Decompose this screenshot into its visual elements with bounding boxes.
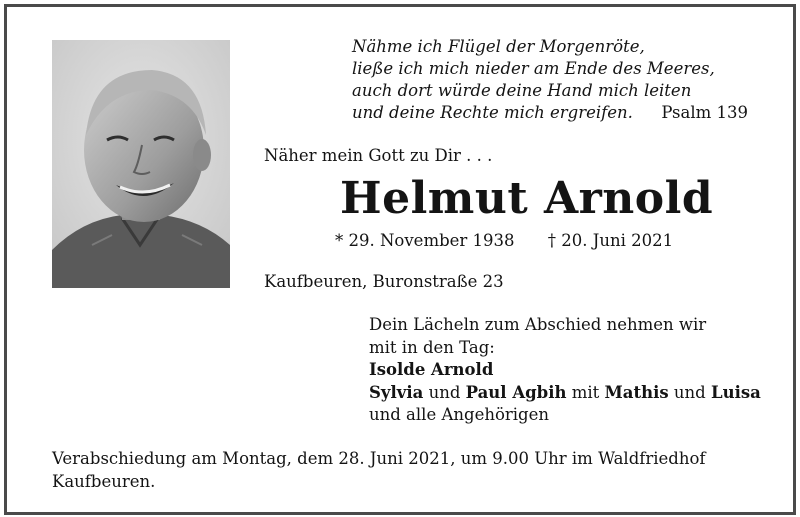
death-symbol: † bbox=[547, 231, 557, 250]
verse-source: Psalm 139 bbox=[661, 103, 748, 122]
mourner-name: Mathis bbox=[604, 382, 669, 402]
bible-verse bbox=[352, 36, 752, 124]
mourners-block bbox=[369, 314, 761, 427]
verse-line: und deine Rechte mich ergreifen. bbox=[352, 103, 633, 122]
death-date: 20. Juni 2021 bbox=[561, 231, 674, 250]
mourner-name: Sylvia bbox=[369, 382, 424, 402]
verse-line: Nähme ich Flügel der Morgenröte, bbox=[352, 37, 645, 56]
family-intro: mit in den Tag: bbox=[369, 337, 495, 357]
born-symbol: * bbox=[335, 231, 344, 250]
life-dates bbox=[335, 231, 673, 250]
address: Kaufbeuren, Buronstraße 23 bbox=[264, 272, 504, 291]
conjunction: und bbox=[428, 382, 461, 402]
family-closing: und alle Angehörigen bbox=[369, 405, 550, 424]
mourner-name: Paul Agbih bbox=[465, 382, 567, 402]
portrait-photo bbox=[52, 40, 230, 288]
motto: Näher mein Gott zu Dir . . . bbox=[264, 146, 493, 165]
mourners-row bbox=[369, 382, 761, 405]
birth-date: 29. November 1938 bbox=[348, 231, 515, 250]
farewell-info: Verabschiedung am Montag, dem 28. Juni 2021, um 9.00 Uhr im Waldfriedhof Kaufbeuren. bbox=[52, 449, 706, 491]
mourner-name: Isolde Arnold bbox=[369, 360, 494, 379]
deceased-name: Helmut Arnold bbox=[340, 173, 714, 224]
verse-last-row bbox=[352, 102, 748, 124]
conjunction: mit bbox=[571, 382, 600, 402]
verse-line: ließe ich mich nieder am Ende des Meeres, bbox=[352, 59, 715, 78]
verse-line: auch dort würde deine Hand mich leiten bbox=[352, 81, 692, 100]
mourner-name: Luisa bbox=[711, 382, 761, 402]
conjunction: und bbox=[673, 382, 706, 402]
family-intro: Dein Lächeln zum Abschied nehmen wir bbox=[369, 315, 707, 334]
